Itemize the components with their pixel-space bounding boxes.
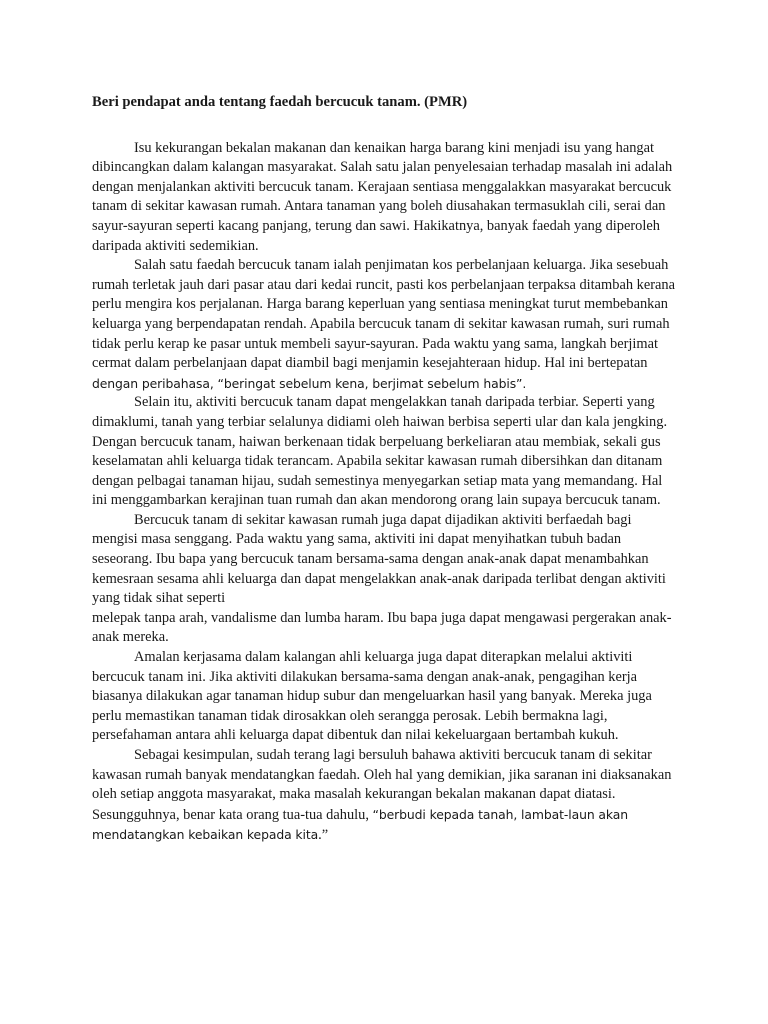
text-line: oleh setiap anggota masyarakat, maka masalah kekurangan bekalan makanan dapat diatasi. bbox=[92, 786, 616, 803]
text-line: Dengan bercucuk tanam, haiwan berkenaan tidak berpeluang berkeliaran atau membiak, sekali gus bbox=[92, 433, 661, 450]
text-line: melepak tanpa arah, vandalisme dan lumba haram. Ibu bapa juga dapat mengawasi pergerakan anak- bbox=[92, 609, 672, 626]
text-line: bercucuk tanam ini. Jika aktiviti dilakukan bersama-sama dengan anak-anak, pengagihan kerja bbox=[92, 668, 638, 685]
text-line: Sebagai kesimpulan, sudah terang lagi bersuluh bahawa aktiviti bercucuk tanam di sekitar bbox=[134, 747, 652, 763]
text-line: biasanya dilakukan agar tanaman hidup subur dan mengeluarkan hasil yang banyak. Mereka juga bbox=[92, 688, 652, 705]
essay-body bbox=[92, 93, 680, 846]
text-line: dibincangkan dalam kalangan masyarakat. Salah satu jalan penyelesaian terhadap masalah ini adalah bbox=[92, 159, 673, 176]
essay-title: Beri pendapat anda tentang faedah bercucuk tanam. (PMR) bbox=[92, 94, 468, 110]
paragraph-introduction bbox=[92, 139, 680, 257]
paragraph-cooperation bbox=[92, 648, 680, 746]
text-line: mengisi masa senggang. Pada waktu yang sama, aktiviti ini dapat menyihatkan tubuh badan bbox=[92, 531, 622, 548]
text-line: dengan menjalankan aktiviti bercucuk tanam. Kerajaan sentiasa menggalakkan masyarakat bercucuk bbox=[92, 178, 672, 195]
proverb-segment: mendatangkan kebaikan kepada kita bbox=[92, 827, 319, 843]
text-line: Bercucuk tanam di sekitar kawasan rumah juga dapat dijadikan aktiviti berfaedah bagi bbox=[134, 511, 632, 528]
text-line: seseorang. Ibu bapa yang bercucuk tanam bersama-sama dengan anak-anak dapat menambahkan bbox=[92, 551, 649, 568]
proverb-line: dengan peribahasa, “beringat sebelum kena, berjimat sebelum habis”. bbox=[92, 375, 527, 391]
text-line: perlu mengira kos perjalanan. Harga barang keperluan yang sentiasa meningkat turut membebankan bbox=[92, 296, 668, 313]
text-line: kawasan rumah banyak mendatangkan faedah. Oleh hal yang demikian, jika saranan ini diaksanakan bbox=[92, 766, 672, 783]
text-line: daripada aktiviti sedemikian. bbox=[92, 237, 259, 254]
paragraph-savings bbox=[92, 256, 680, 393]
text-line: Isu kekurangan bekalan makanan dan kenaikan harga barang kini menjadi isu yang hangat bbox=[134, 139, 655, 156]
text-line: keselamatan ahli keluarga tidak terancam. Apabila sekitar kawasan rumah dibersihkan dan ditanam bbox=[92, 453, 663, 470]
paragraph-leisure bbox=[92, 511, 680, 648]
text-segment: .” bbox=[318, 827, 329, 844]
text-line: tidak perlu kerap ke pasar untuk membeli sayur-sayuran. Pada waktu yang sama, langkah berjimat bbox=[92, 335, 658, 352]
text-line: Amalan kerjasama dalam kalangan ahli keluarga juga dapat diterapkan melalui aktiviti bbox=[134, 649, 633, 666]
text-segment: Sesungguhnya, benar kata orang tua-tua dahulu, bbox=[92, 806, 373, 823]
text-line: dengan pelbagai tanaman hijau, sudah semestinya menyegarkan setiap mata yang memandang. Hal bbox=[92, 472, 663, 489]
proverb-segment: “berbudi kepada tanah, lambat-laun akan bbox=[372, 806, 629, 822]
text-line: kemesraan sesama ahli keluarga dan dapat mengelakkan anak-anak daripada terlibat dengan aktiviti bbox=[92, 570, 666, 587]
text-line: Salah satu faedah bercucuk tanam ialah penjimatan kos perbelanjaan keluarga. Jika sesebuah bbox=[134, 257, 669, 274]
text-line: persefahaman antara ahli keluarga dapat dibentuk dan nilai kekeluargaan bertambah kukuh. bbox=[92, 727, 619, 744]
paragraph-conclusion bbox=[92, 746, 680, 846]
text-line: rumah terletak jauh dari pasar atau dari kedai runcit, pasti kos perbelanjaan terpaksa ditambah kerana bbox=[92, 276, 675, 293]
text-line: sayur-sayuran seperti kacang panjang, terung dan sawi. Hakikatnya, banyak faedah yang diperoleh bbox=[92, 217, 660, 234]
text-line: ini menggambarkan kerajinan tuan rumah dan akan mendorong orang lain supaya bercucuk tanam. bbox=[92, 492, 661, 509]
text-line: Selain itu, aktiviti bercucuk tanam dapat mengelakkan tanah daripada terbiar. Seperti yang bbox=[134, 394, 655, 411]
text-line: yang tidak sihat seperti bbox=[92, 590, 226, 607]
text-line: keluarga yang berpendapatan rendah. Apabila bercucuk tanam di sekitar kawasan rumah, suri rumah bbox=[92, 315, 670, 332]
text-line: tanam di sekitar kawasan rumah. Antara tanaman yang boleh diusahakan termasuklah cili, serai dan bbox=[92, 198, 666, 215]
paragraph-land-use bbox=[92, 393, 680, 511]
mixed-text-line bbox=[92, 805, 680, 826]
text-line: dimaklumi, tanah yang terbiar selalunya didiami oleh haiwan berbisa seperti ular dan kala jengking. bbox=[92, 413, 668, 430]
text-line: cermat dalam perbelanjaan dapat diambil bagi menjamin kesejahteraan hidup. Hal ini bertepatan bbox=[92, 355, 648, 372]
text-line: perlu memastikan tanaman tidak dirosakkan oleh serangga perosak. Lebih bermakna lagi, bbox=[92, 707, 608, 724]
text-line: anak mereka. bbox=[92, 629, 169, 646]
proverb-end-line bbox=[92, 825, 680, 846]
